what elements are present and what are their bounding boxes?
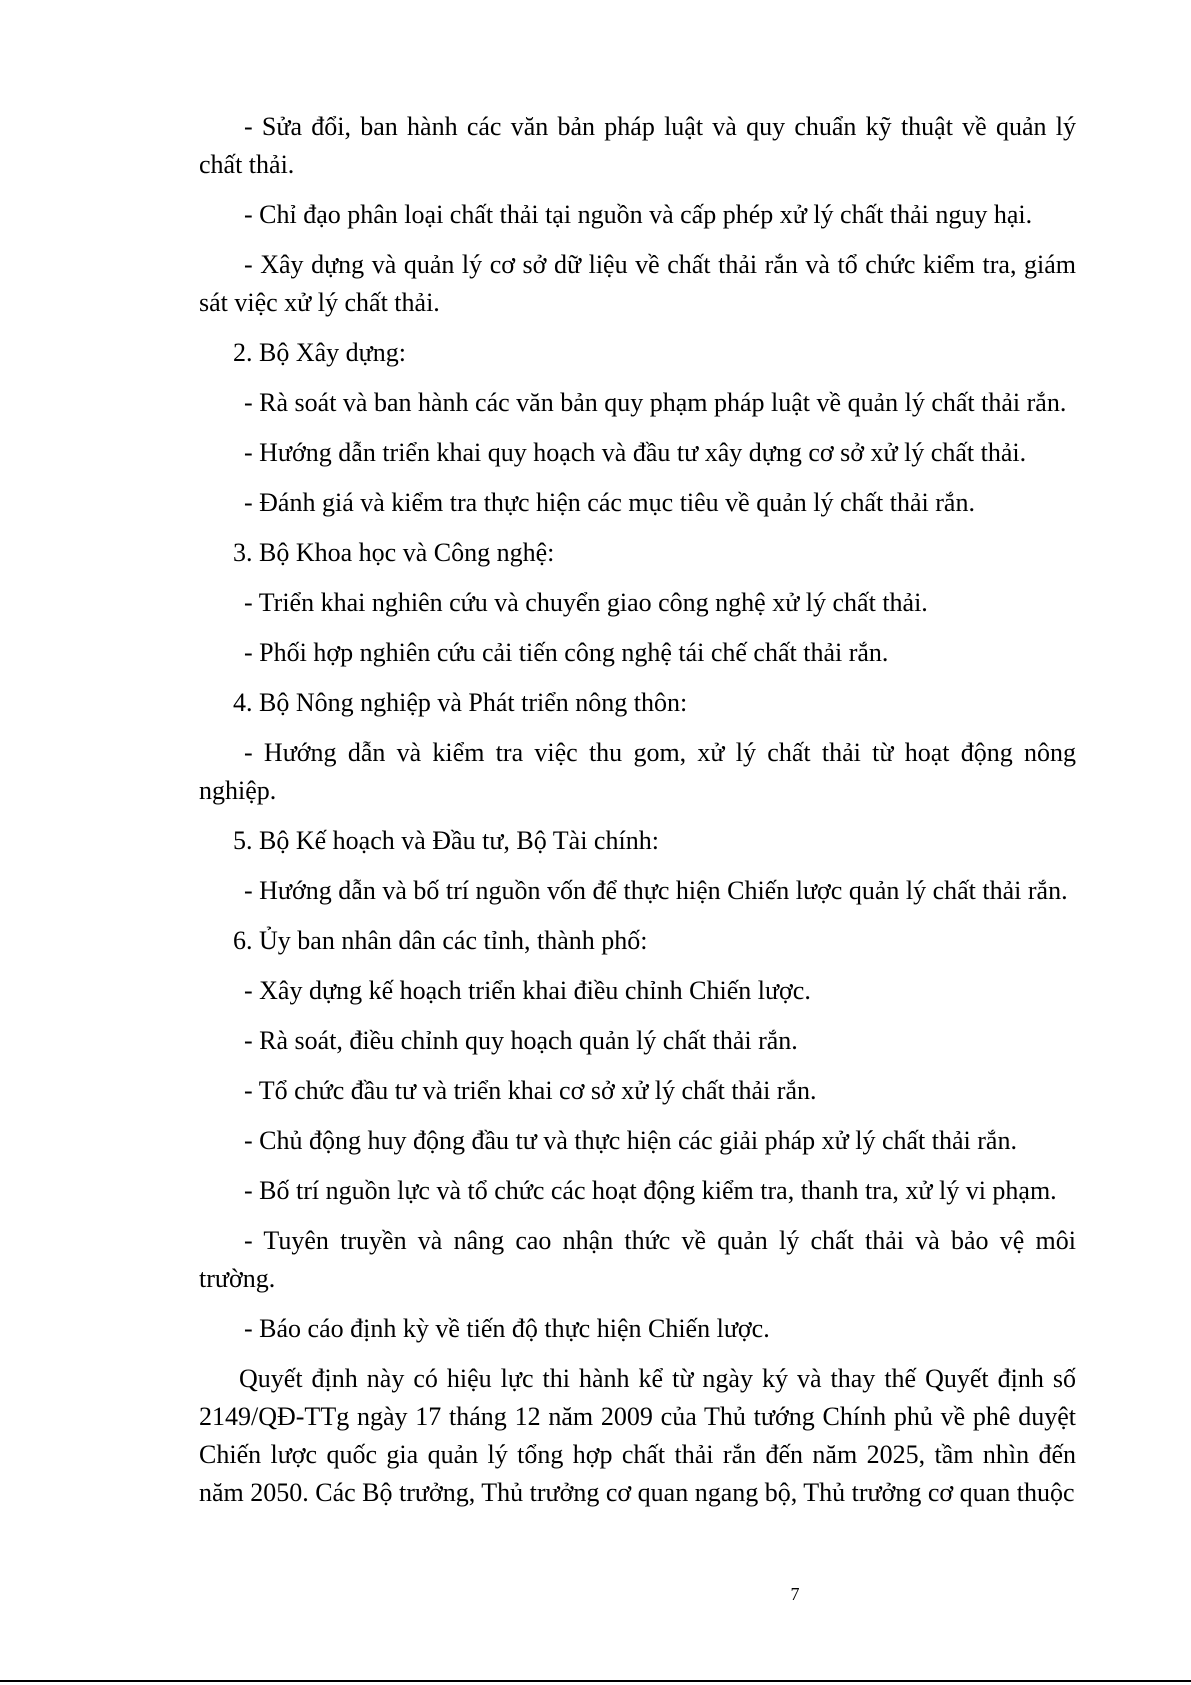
paragraph-19: - Chủ động huy động đầu tư và thực hiện các giải pháp xử lý chất thải rắn. xyxy=(244,1126,1017,1155)
paragraph-16: - Xây dựng kế hoạch triển khai điều chỉnh Chiến lược. xyxy=(244,976,811,1005)
bottom-rule xyxy=(0,1680,1191,1682)
paragraph-14: - Hướng dẫn và bố trí nguồn vốn để thực hiện Chiến lược quản lý chất thải rắn. xyxy=(244,876,1068,905)
paragraph-22: - Báo cáo định kỳ về tiến độ thực hiện Chiến lược. xyxy=(244,1314,770,1343)
heading-item-5: 5. Bộ Kế hoạch và Đầu tư, Bộ Tài chính: xyxy=(233,826,659,855)
paragraph-decision: Quyết định này có hiệu lực thi hành kể từ ngày ký và thay thế Quyết định số 2149/QĐ-TTg ngày 17 tháng 12 năm 2009 của Thủ tướng Chính phủ về phê duyệt Chiến lược quốc gia quản lý tổng hợp chất thải rắn đến năm 2025, tầm nhìn đến năm 2050. Các Bộ trưởng, Thủ trưởng cơ quan ngang bộ, Thủ trưởng cơ quan thuộc xyxy=(199,1364,1076,1507)
heading-item-2: 2. Bộ Xây dựng: xyxy=(233,338,406,367)
paragraph-20: - Bố trí nguồn lực và tổ chức các hoạt động kiểm tra, thanh tra, xử lý vi phạm. xyxy=(244,1176,1057,1205)
paragraph-5: - Rà soát và ban hành các văn bản quy phạm pháp luật về quản lý chất thải rắn. xyxy=(244,388,1067,417)
paragraph-17: - Rà soát, điều chỉnh quy hoạch quản lý chất thải rắn. xyxy=(244,1026,798,1055)
page-number: 7 xyxy=(790,1584,800,1604)
paragraph-21: - Tuyên truyền và nâng cao nhận thức về quản lý chất thải và bảo vệ môi trường. xyxy=(199,1226,1076,1293)
heading-item-3: 3. Bộ Khoa học và Công nghệ: xyxy=(233,538,555,567)
heading-item-4: 4. Bộ Nông nghiệp và Phát triển nông thôn: xyxy=(233,688,688,717)
paragraph-7: - Đánh giá và kiểm tra thực hiện các mục tiêu về quản lý chất thải rắn. xyxy=(244,488,975,517)
heading-item-6: 6. Ủy ban nhân dân các tỉnh, thành phố: xyxy=(233,926,648,955)
paragraph-3: - Xây dựng và quản lý cơ sở dữ liệu về chất thải rắn và tổ chức kiểm tra, giám sát việc xử lý chất thải. xyxy=(199,250,1076,317)
paragraph-1: - Sửa đổi, ban hành các văn bản pháp luật và quy chuẩn kỹ thuật về quản lý chất thải. xyxy=(199,112,1076,179)
paragraph-2: - Chỉ đạo phân loại chất thải tại nguồn và cấp phép xử lý chất thải nguy hại. xyxy=(244,200,1033,229)
paragraph-6: - Hướng dẫn triển khai quy hoạch và đầu tư xây dựng cơ sở xử lý chất thải. xyxy=(244,438,1027,467)
paragraph-18: - Tổ chức đầu tư và triển khai cơ sở xử lý chất thải rắn. xyxy=(244,1076,817,1105)
paragraph-10: - Phối hợp nghiên cứu cải tiến công nghệ tái chế chất thải rắn. xyxy=(244,638,889,667)
document-body xyxy=(199,108,1076,1512)
paragraph-12: - Hướng dẫn và kiểm tra việc thu gom, xử lý chất thải từ hoạt động nông nghiệp. xyxy=(199,738,1076,805)
paragraph-9: - Triển khai nghiên cứu và chuyển giao công nghệ xử lý chất thải. xyxy=(244,588,928,617)
